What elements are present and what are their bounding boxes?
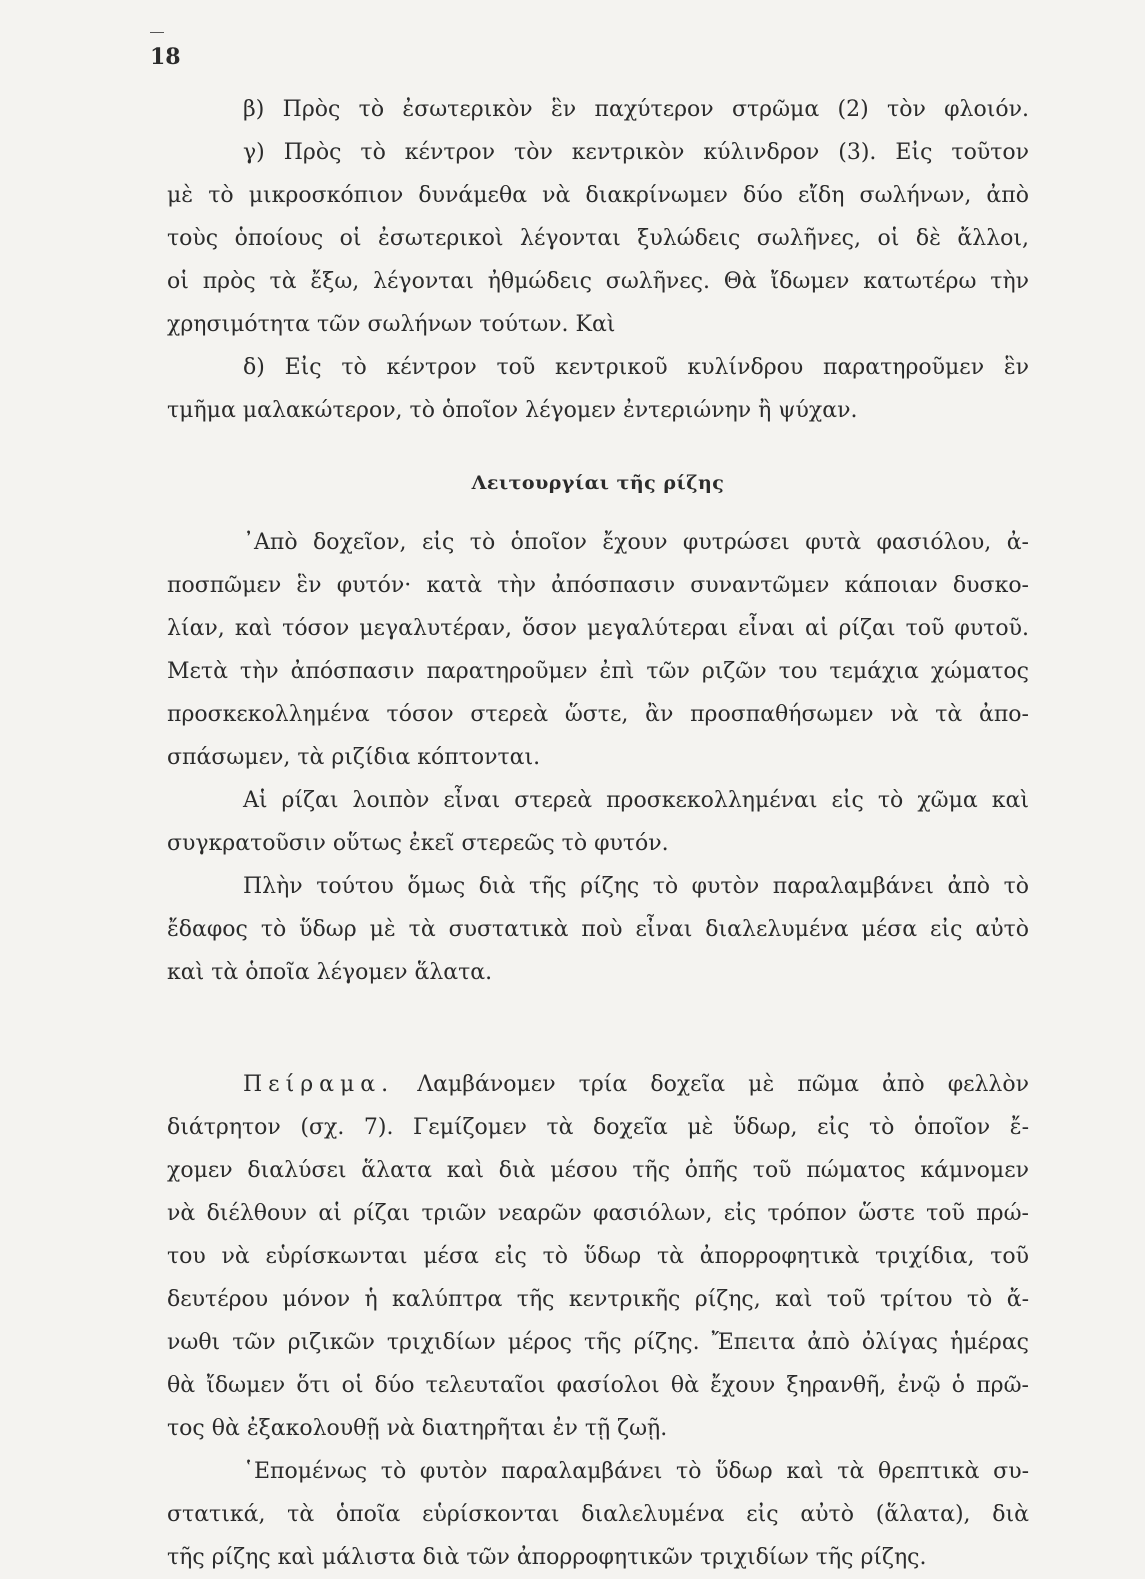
text-line: τμῆμα μαλακώτερον, τὸ ὁποῖον λέγομεν ἐντεριώνην ἢ ψύχαν. [167, 398, 858, 423]
text-line: ποσπῶμεν ἓν φυτόν· κατὰ τὴν ἀπόσπασιν συναντῶμεν κάποιαν δυσκο- [167, 573, 1029, 598]
text-line: τοὺς ὁποίους οἱ ἐσωτερικοὶ λέγονται ξυλώδεις σωλῆνες, οἱ δὲ ἄλλοι, [167, 226, 1029, 251]
text-line: θὰ ἴδωμεν ὅτι οἱ δύο τελευταῖοι φασίολοι θὰ ἔχουν ξηρανθῆ, ἐνῷ ὁ πρῶ- [167, 1373, 1029, 1398]
experiment [167, 1063, 1029, 1450]
section-heading: Λειτουργίαι τῆς ρίζης [471, 472, 725, 494]
text-line: διάτρητον (σχ. 7). Γεμίζομεν τὰ δοχεῖα μὲ ὕδωρ, εἰς τὸ ὁποῖον ἔ- [167, 1115, 1029, 1140]
text-line: ἔδαφος τὸ ὕδωρ μὲ τὰ συστατικὰ ποὺ εἶναι διαλελυμένα μέσα εἰς αὐτὸ [167, 917, 1029, 942]
text-line: Μετὰ τὴν ἀπόσπασιν παρατηροῦμεν ἐπὶ τῶν ριζῶν του τεμάχια χώματος [167, 659, 1029, 684]
text-line: νωθι τῶν ριζικῶν τριχιδίων μέρος τῆς ρίζης. Ἔπειτα ἀπὸ ὀλίγας ἡμέρας [167, 1330, 1029, 1355]
text-line: τος θὰ ἐξακολουθῇ νὰ διατηρῆται ἐν τῇ ζωῇ. [167, 1416, 668, 1441]
text-line: νὰ διέλθουν αἱ ρίζαι τριῶν νεαρῶν φασιόλων, εἰς τρόπον ὥστε τοῦ πρώ- [167, 1201, 1029, 1226]
text-line [167, 1063, 1029, 1106]
paragraph-1 [167, 521, 1029, 779]
text-line: χρησιμότητα τῶν σωλήνων τούτων. Καὶ [167, 312, 616, 337]
text-line: δ) Εἰς τὸ κέντρον τοῦ κεντρικοῦ κυλίνδρου παρατηροῦμεν ἓν [243, 355, 1029, 380]
text-line: Πλὴν τούτου ὅμως διὰ τῆς ρίζης τὸ φυτὸν παραλαμβάνει ἀπὸ τὸ [243, 874, 1029, 899]
text-line: τῆς ρίζης καὶ μάλιστα διὰ τῶν ἀπορροφητικῶν τριχιδίων τῆς ρίζης. [167, 1545, 927, 1570]
text-line: λίαν, καὶ τόσον μεγαλυτέραν, ὅσον μεγαλύτεραι εἶναι αἱ ρίζαι τοῦ φυτοῦ. [167, 616, 1029, 641]
text-line: β) Πρὸς τὸ ἐσωτερικὸν ἓν παχύτερον στρῶμα (2) τὸν φλοιόν. [243, 97, 1029, 122]
paragraph-3 [167, 865, 1029, 994]
text-line: γ) Πρὸς τὸ κέντρον τὸν κεντρικὸν κύλινδρον (3). Εἰς τοῦτον [243, 140, 1029, 165]
text-line: σπάσωμεν, τὰ ριζίδια κόπτονται. [167, 745, 541, 770]
text-line: χομεν διαλύσει ἅλατα καὶ διὰ μέσου τῆς ὀπῆς τοῦ πώματος κάμνομεν [167, 1158, 1029, 1183]
text-line: οἱ πρὸς τὰ ἔξω, λέγονται ἠθμώδεις σωλῆνες. Θὰ ἴδωμεν κατωτέρω τὴν [167, 269, 1029, 294]
text-line: Αἱ ρίζαι λοιπὸν εἶναι στερεὰ προσκεκολλημέναι εἰς τὸ χῶμα καὶ [243, 788, 1029, 813]
text-line: καὶ τὰ ὁποῖα λέγομεν ἅλατα. [167, 960, 493, 985]
page-number: 18 [150, 44, 181, 70]
experiment-first-line: Λαμβάνομεν τρία δοχεῖα μὲ πῶμα ἀπὸ φελλὸν [417, 1072, 1029, 1097]
margin-mark [150, 32, 164, 33]
text-line: ᾿Απὸ δοχεῖον, εἰς τὸ ὁποῖον ἔχουν φυτρώσει φυτὰ φασιόλου, ἀ- [243, 530, 1029, 555]
experiment-label: Πείραμα. [243, 1072, 395, 1097]
text-line: δευτέρου μόνον ἡ καλύπτρα τῆς κεντρικῆς ρίζης, καὶ τοῦ τρίτου τὸ ἄ- [167, 1287, 1029, 1312]
page-body [167, 88, 1029, 1579]
text-line: συγκρατοῦσιν οὕτως ἐκεῖ στερεῶς τὸ φυτόν. [167, 831, 669, 856]
text-line: ῾Επομένως τὸ φυτὸν παραλαμβάνει τὸ ὕδωρ καὶ τὰ θρεπτικὰ συ- [243, 1459, 1029, 1484]
paragraph-2 [167, 779, 1029, 865]
text-line: στατικά, τὰ ὁποῖα εὑρίσκονται διαλελυμένα εἰς αὐτὸ (ἅλατα), διὰ [167, 1502, 1029, 1527]
paragraph-4 [167, 1450, 1029, 1579]
text-line: του νὰ εὑρίσκωνται μέσα εἰς τὸ ὕδωρ τὰ ἀπορροφητικὰ τριχίδια, τοῦ [167, 1244, 1029, 1269]
text-line: προσκεκολλημένα τόσον στερεὰ ὥστε, ἂν προσπαθήσωμεν νὰ τὰ ἀπο- [167, 702, 1029, 727]
text-line: μὲ τὸ μικροσκόπιον δυνάμεθα νὰ διακρίνωμεν δύο εἴδη σωλήνων, ἀπὸ [167, 183, 1029, 208]
section-intro [167, 88, 1029, 432]
